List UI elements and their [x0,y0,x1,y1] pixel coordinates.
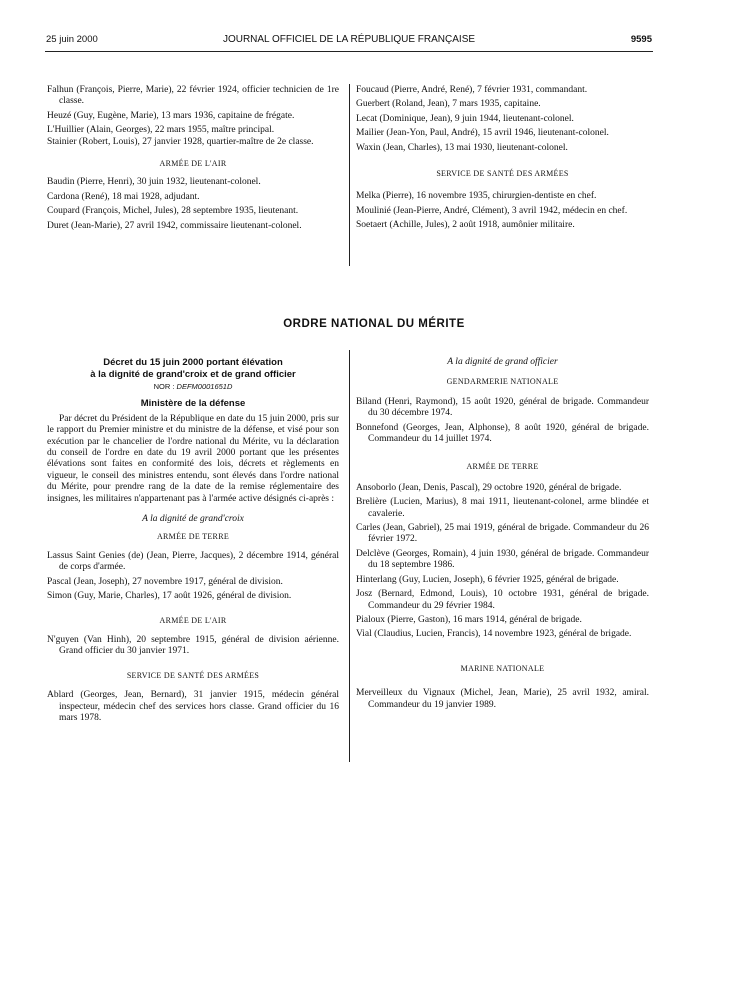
nor-code: DEFM0001651D [176,382,233,391]
section-heading-air: ARMÉE DE L'AIR [159,615,227,625]
list-item: Biland (Henri, Raymond), 15 août 1920, général de brigade. Commandeur du 30 décembre 1974. [356,396,649,419]
list-item: Duret (Jean-Marie), 27 avril 1942, commissaire lieutenant-colonel. [47,220,302,231]
list-item: Heuzé (Guy, Eugène, Marie), 13 mars 1936, capitaine de frégate. [47,110,295,121]
list-item: Coupard (François, Michel, Jules), 28 septembre 1935, lieutenant. [47,206,299,217]
list-item: Merveilleux du Vignaux (Michel, Jean, Marie), 25 avril 1932, amiral. Commandeur du 19 janvier 1989. [356,688,649,710]
list-item: Cardona (René), 18 mai 1928, adjudant. [47,191,200,202]
dignity-grand-officier: A la dignité de grand officier [447,357,558,367]
list-item: Guerbert (Roland, Jean), 7 mars 1935, capitaine. [356,99,541,110]
list-item: Delclève (Georges, Romain), 4 juin 1930, général de brigade. Commandeur du 18 septembre 1986. [356,548,649,571]
section-heading-marine: MARINE NATIONALE [460,663,545,673]
list-item: Baudin (Pierre, Henri), 30 juin 1932, lieutenant-colonel. [47,177,261,188]
dignity-grand-croix: A la dignité de grand'croix [142,514,244,525]
section-heading-sante: SERVICE DE SANTÉ DES ARMÉES [436,169,569,179]
list-item: L'Huillier (Alain, Georges), 22 mars 1955, maître principal. [47,125,275,136]
nor-label: NOR : [153,382,175,391]
list-item: Stainier (Robert, Louis), 27 janvier 1928, quartier-maître de 2e classe. [47,136,314,147]
section-heading-terre: ARMÉE DE TERRE [156,532,230,542]
ministry-heading: Ministère de la défense [140,398,246,410]
list-item: Mailier (Jean-Yon, Paul, André), 15 avril 1946, lieutenant-colonel. [356,128,609,139]
list-item: Lecat (Dominique, Jean), 9 juin 1944, lieutenant-colonel. [356,113,574,124]
list-item: Hinterlang (Guy, Lucien, Joseph), 6 février 1925, général de brigade. [356,574,619,585]
list-item: Melka (Pierre), 16 novembre 1935, chirurgien-dentiste en chef. [356,191,597,202]
column-divider [349,84,350,266]
decree-title-line1: Décret du 15 juin 2000 portant élévation [103,357,283,368]
list-item: Simon (Guy, Marie, Charles), 17 août 1926, général de division. [47,591,292,602]
decree-paragraph: Par décret du Président de la République en date du 15 juin 2000, pris sur le rapport du Premier ministre et du ministre de la défense, et visé pour son exécution par le chancelier de l'ordre national du Mérite, vu la déclaration du conseil de l'ordre en date du 19 avril 2000 portant que les présentes élévations sont faites en conformité des lois, décrets et règlements en vigueur, le conseil des ministres entendu, sont élevés dans l'ordre national du Mérite, pour prendre rang de la date de la remise réglementaire des insignes, les militaires n'appartenant pas à l'armée active désignés ci-après : [47,413,339,504]
list-item: Carles (Jean, Gabriel), 25 mai 1919, général de brigade. Commandeur du 26 février 1972. [356,523,649,545]
section-heading-terre: ARMÉE DE TERRE [466,462,539,472]
list-item: N'guyen (Van Hinh), 20 septembre 1915, général de division aérienne. Grand officier du 30 janvier 1971. [47,634,339,657]
list-item: Josz (Bernard, Edmond, Louis), 10 octobre 1931, général de brigade. Commandeur du 29 février 1984. [356,589,649,611]
list-item: Ablard (Georges, Jean, Bernard), 31 janvier 1915, médecin général inspecteur, médecin chef des services hors classe. Grand officier du 16 mars 1978. [47,690,339,723]
list-item: Falhun (François, Pierre, Marie), 22 février 1924, officier technicien de 1re classe. [47,85,339,107]
column-divider [349,350,350,762]
page-number: 9595 [630,34,652,45]
section-heading-gendarmerie: GENDARMERIE NATIONALE [446,377,559,387]
nor-reference [47,381,339,392]
header-date: 25 juin 2000 [46,34,98,45]
list-item: Pascal (Jean, Joseph), 27 novembre 1917, général de division. [47,576,283,587]
page-header [46,34,652,50]
header-rule [45,51,653,52]
section-title: ORDRE NATIONAL DU MÉRITE [283,318,465,330]
decree-left-column [47,357,339,727]
list-item: Soetaert (Achille, Jules), 2 août 1918, aumônier militaire. [356,220,575,231]
top-left-column [47,85,339,235]
section-heading-air: ARMÉE DE L'AIR [159,159,227,169]
decree-right-column [356,357,649,714]
list-item: Pialoux (Pierre, Gaston), 16 mars 1914, général de brigade. [356,614,582,625]
list-item: Bonnefond (Georges, Jean, Alphonse), 8 août 1920, général de brigade. Commandeur du 14 juillet 1974. [356,422,649,445]
top-right-column [356,85,649,235]
section-heading-sante: SERVICE DE SANTÉ DES ARMÉES [126,670,260,680]
list-item: Waxin (Jean, Charles), 13 mai 1930, lieutenant-colonel. [356,142,568,153]
list-item: Lassus Saint Genies (de) (Jean, Pierre, Jacques), 2 décembre 1914, général de corps d'armée. [47,550,339,573]
list-item: Brelière (Lucien, Marius), 8 mai 1911, lieutenant-colonel, arme blindée et cavalerie. [356,497,649,519]
list-item: Moulinié (Jean-Pierre, André, Clément), 3 avril 1942, médecin en chef. [356,205,628,216]
decree-title-line2: à la dignité de grand'croix et de grand officier [90,368,296,380]
journal-title: JOURNAL OFFICIEL DE LA RÉPUBLIQUE FRANÇAISE [222,34,476,45]
list-item: Foucaud (Pierre, André, René), 7 février 1931, commandant. [356,85,588,95]
list-item: Vial (Claudius, Lucien, Francis), 14 novembre 1923, général de brigade. [356,629,632,640]
list-item: Ansoborlo (Jean, Denis, Pascal), 29 octobre 1920, général de brigade. [356,482,622,493]
